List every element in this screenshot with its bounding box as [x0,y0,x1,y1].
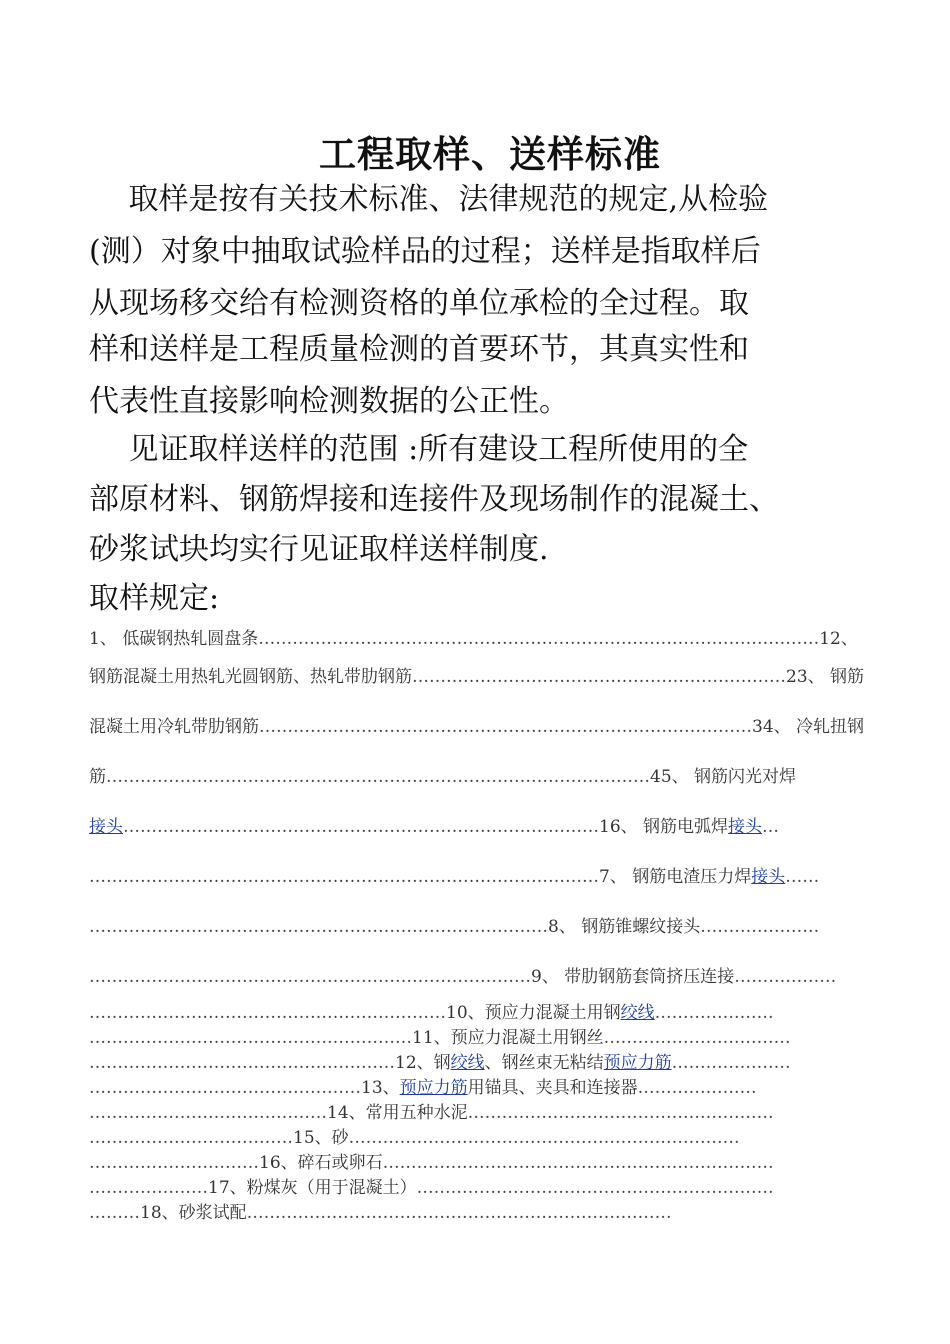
toc-leader: ………………… [637,1078,757,1098]
toc-text: 13、 [361,1078,400,1098]
section-heading: 取样规定: [89,581,220,616]
toc-leader: ……………………………………………… [89,1053,395,1073]
toc-line [89,1073,757,1098]
paragraph-line: 从现场移交给有检测资格的单位承检的全过程。取 [89,286,749,321]
paragraph-line: 代表性直接影响检测数据的公正性。 [89,384,569,419]
toc-line [89,1048,791,1073]
paragraph-line: 部原材料、钢筋焊接和连接件及现场制作的混凝土、 [89,482,779,517]
toc-line [89,1123,740,1148]
toc-text: 7、 钢筋电渣压力焊 [599,867,752,887]
toc-line [89,1148,774,1173]
toc-leader: … [762,817,780,837]
toc-text: 23、 钢筋 [786,667,865,687]
toc-leader: ………………………………………… [89,1078,361,1098]
toc-line [89,712,864,737]
toc-text: 15、砂 [293,1128,349,1148]
toc-leader: ………………… [671,1053,791,1073]
toc-line [89,1173,774,1198]
toc-text: 、钢丝束无粘结 [484,1053,604,1073]
toc-line [89,624,858,649]
toc-line [89,1023,791,1048]
toc-line [89,1098,774,1123]
toc-leader: ………………………………………………………………… [246,1203,672,1223]
toc-line [89,762,796,787]
toc-text: 11、预应力混凝土用钢丝 [412,1028,604,1048]
toc-link[interactable]: 接头 [728,817,763,837]
toc-text: 钢筋混凝土用热轧光圆钢筋、热轧带肋钢筋 [89,667,412,687]
toc-text: 16、 钢筋电弧焊 [599,817,729,837]
toc-text: 34、 冷轧扭钢 [752,717,865,737]
toc-leader: ……………………………………………………………………………………… [258,629,820,649]
paragraph-line: (测）对象中抽取试验样品的过程；送样是指取样后 [89,234,761,269]
toc-text: 用锚具、夹具和连接器 [467,1078,638,1098]
toc-leader: ……… [89,1203,140,1223]
toc-text: 8、 钢筋锥螺纹接头 [548,917,701,937]
toc-leader: …………………………… [603,1028,791,1048]
paragraph-line: 样和送样是工程质量检测的首要环节，其真实性和 [89,332,749,367]
toc-leader: …………………………………… [89,1103,327,1123]
toc-text: 17、粉煤灰（用于混凝土） [208,1178,417,1198]
toc-leader: ……………………………… [89,1128,293,1148]
toc-leader: ………………… [654,1003,774,1023]
toc-link[interactable]: 预应力筋 [399,1078,468,1098]
toc-leader: ………………………………………………………… [412,667,786,687]
toc-text: 16、碎石或卵石 [259,1153,383,1173]
toc-leader: ………………… [89,1178,208,1198]
toc-text: 10、预应力混凝土用钢 [446,1003,621,1023]
paragraph-line: 砂浆试块均实行见证取样送样制度. [89,532,549,567]
toc-text: 45、 钢筋闪光对焊 [650,767,797,787]
toc-text: 12、钢 [395,1053,451,1073]
toc-leader: ………………………………………………… [89,1028,412,1048]
toc-leader: ……………………………………………………… [416,1178,774,1198]
toc-text: 12、 [819,629,858,649]
toc-leader: …………………………………………………………… [382,1153,774,1173]
toc-text: 14、常用五种水泥 [327,1103,468,1123]
toc-leader: …………………………………………………………………… [89,967,531,987]
toc-leader: ………………………… [89,1153,259,1173]
toc-leader: ……………………………………………………………………………… [89,867,599,887]
page-title: 工程取样、送样标准 [319,132,661,176]
toc-link[interactable]: 绞线 [450,1053,485,1073]
paragraph-line: 取样是按有关技术标准、法律规范的规定,从检验 [89,182,769,217]
toc-line [89,662,864,687]
toc-link[interactable]: 接头 [751,867,786,887]
toc-leader: ………………………………………………………………………… [123,817,599,837]
toc-line [89,1198,672,1223]
toc-leader: …………………………………………………………………………… [259,717,752,737]
toc-text: 1、 低碳钢热轧圆盘条 [89,629,259,649]
toc-text: 9、 带肋钢筋套筒挤压连接 [531,967,735,987]
toc-link[interactable]: 接头 [89,817,123,837]
toc-leader: ………………… [700,917,820,937]
paragraph-line: 见证取样送样的范围 :所有建设工程所使用的全 [89,432,749,467]
toc-line [89,862,819,887]
toc-leader: …………………………………………………………………………………… [106,767,650,787]
toc-leader: …… [785,867,820,887]
toc-leader: ……………………………………………………… [89,1003,446,1023]
toc-link[interactable]: 预应力筋 [603,1053,672,1073]
toc-leader: ……………………………………………………………………… [89,917,548,937]
toc-text: 混凝土用冷轧带肋钢筋 [89,717,259,737]
toc-link[interactable]: 绞线 [620,1003,655,1023]
toc-line [89,962,836,987]
toc-line [89,912,819,937]
toc-leader: …………………………………………………………… [348,1128,740,1148]
toc-text: 18、砂浆试配 [140,1203,247,1223]
toc-line [89,998,774,1023]
toc-text: 筋 [89,767,106,787]
toc-line [89,812,779,837]
toc-leader: ……………… [734,967,837,987]
toc-leader: ……………………………………………… [467,1103,774,1123]
